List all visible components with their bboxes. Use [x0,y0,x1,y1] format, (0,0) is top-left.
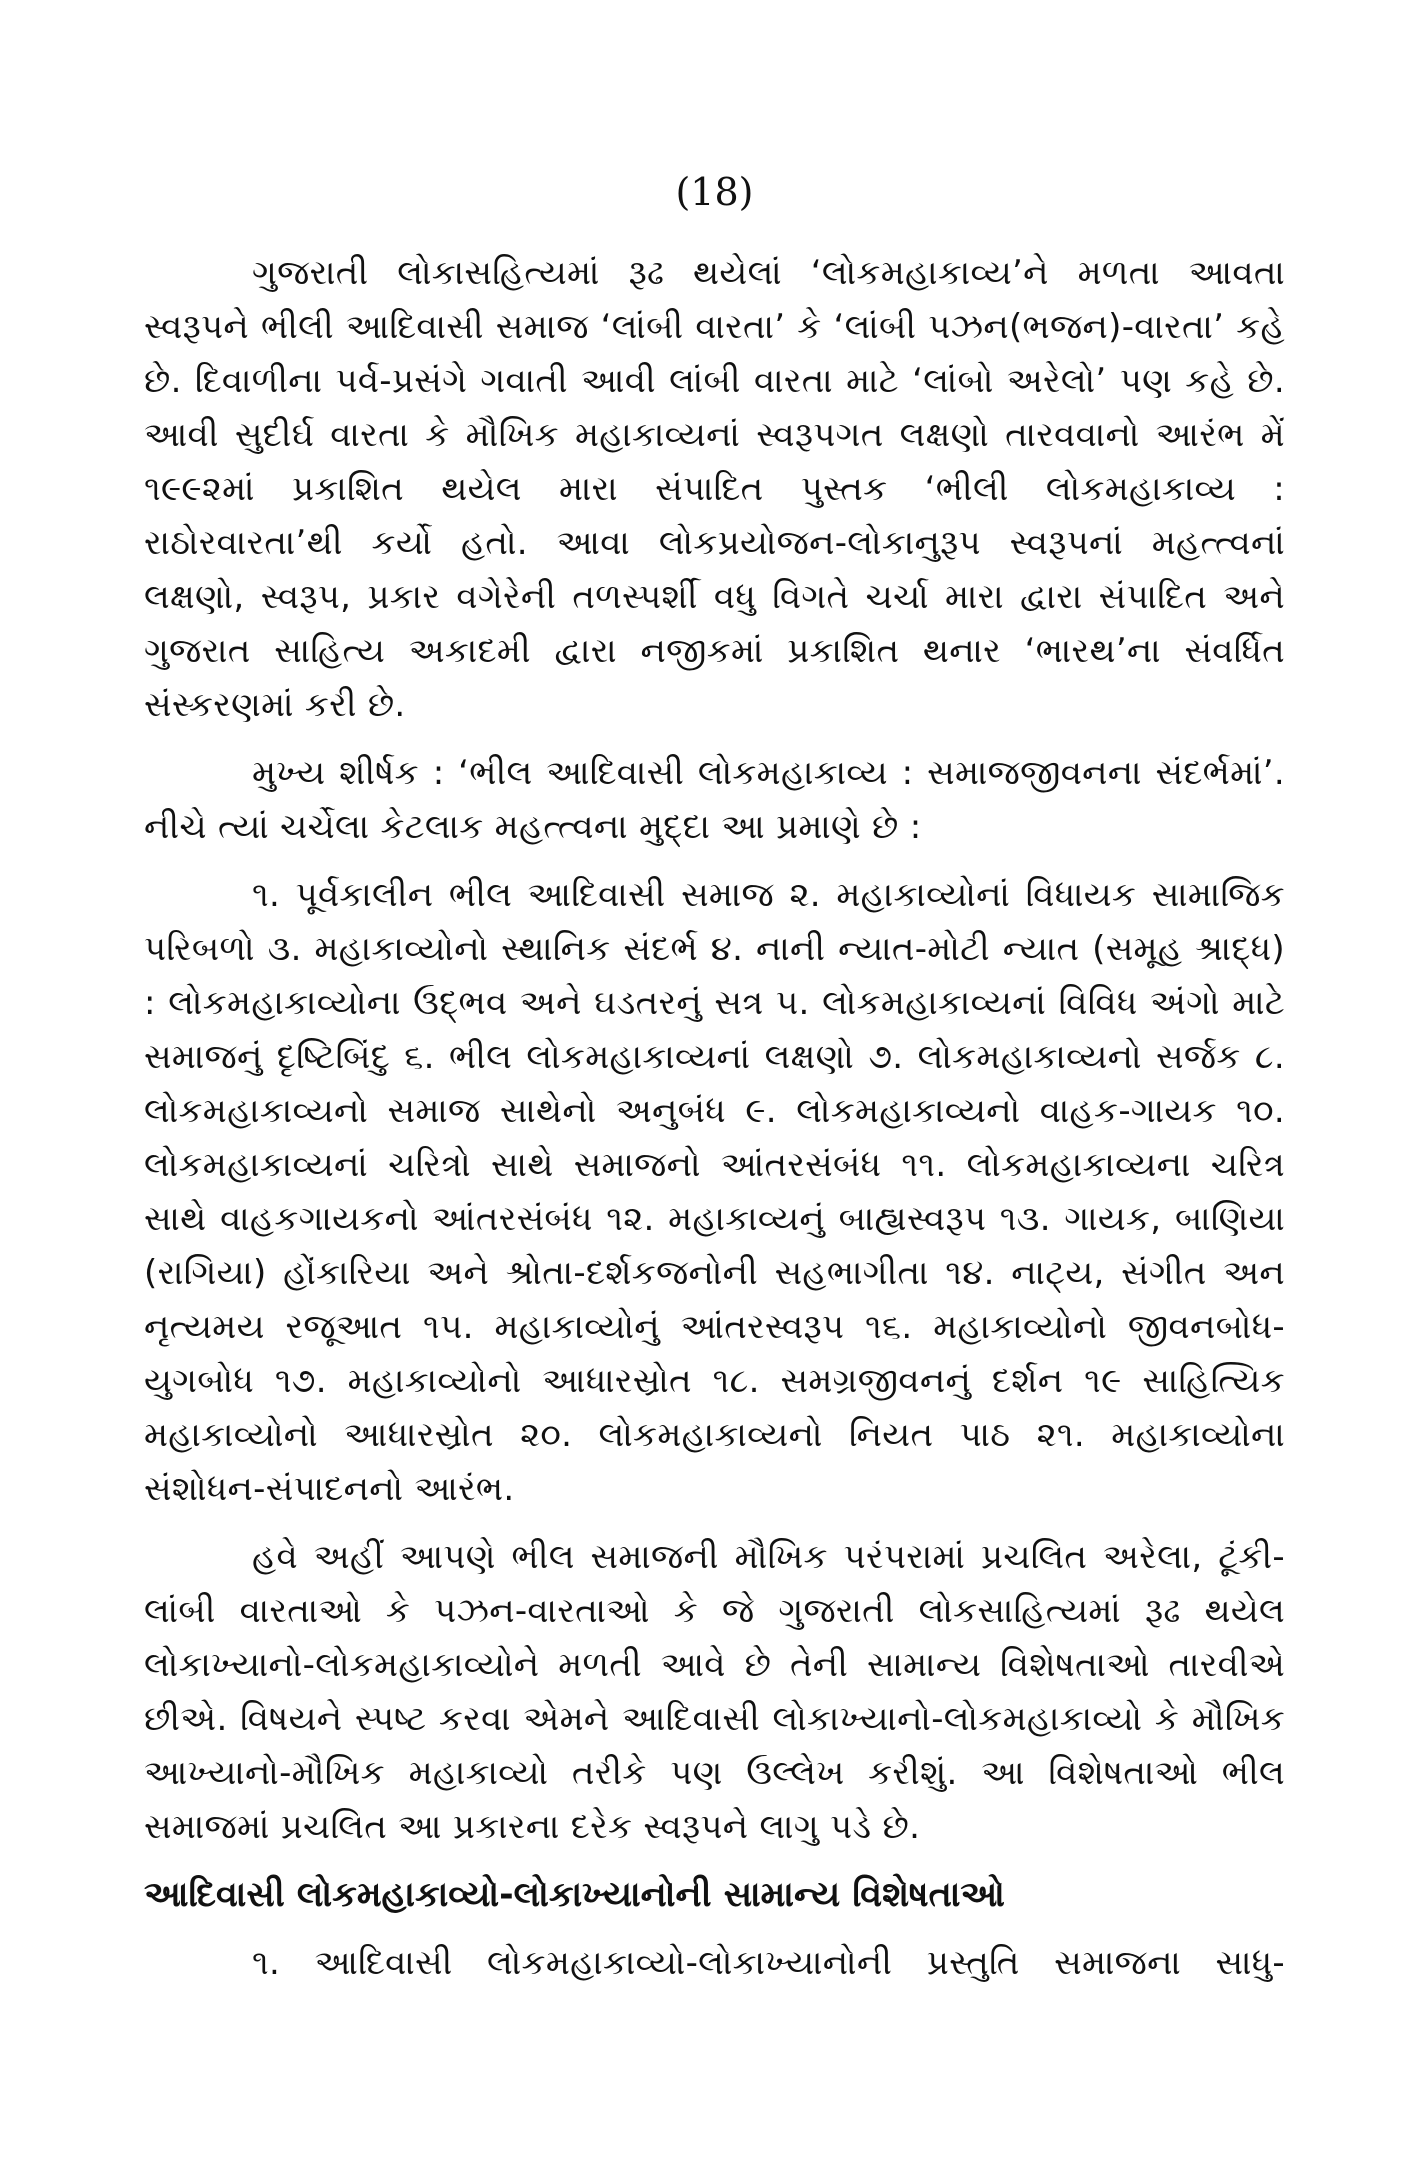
paragraph-topic-list: ૧. પૂર્વકાલીન ભીલ આદિવાસી સમાજ ૨. મહાકાવ્યોનાં વિધાયક સામાજિક પરિબળો ૩. મહાકાવ્યોનો સ્થાનિક સંદર્ભ ૪. નાની ન્યાત-મોટી ન્યાત (સમૂહ શ્રાદ્ધ) : લોકમહાકાવ્યોના ઉદ્ભવ અને ઘડતરનું સત્ર ૫. લોકમહાકાવ્યનાં વિવિધ અંગો માટે સમાજનું દૃષ્ટિબિંદુ ૬. ભીલ લોકમહાકાવ્યનાં લક્ષણો ૭. લોકમહાકાવ્યનો સર્જક ૮. લોકમહાકાવ્યનો સમાજ સાથેનો અનુબંધ ૯. લોકમહાકાવ્યનો વાહક-ગાયક ૧૦. લોકમહાકાવ્યનાં ચરિત્રો સાથે સમાજનો આંતરસંબંધ ૧૧. લોકમહાકાવ્યના ચરિત્ર સાથે વાહકગાયકનો આંતરસંબંધ ૧૨. મહાકાવ્યનું બાહ્યસ્વરૂપ ૧૩. ગાયક, બાણિયા (રાગિયા) હોંકારિયા અને શ્રોતા-દર્શકજનોની સહભાગીતા ૧૪. નાટ્ય, સંગીત અન નૃત્યમય રજૂઆત ૧૫. મહાકાવ્યોનું આંતરસ્વરૂપ ૧૬. મહાકાવ્યોનો જીવનબોધ-યુગબોધ ૧૭. મહાકાવ્યોનો આધારસ્રોત ૧૮. સમગ્રજીવનનું દર્શન ૧૯ સાહિત્યિક મહાકાવ્યોનો આધારસ્રોત ૨૦. લોકમહાકાવ્યનો નિયત પાઠ ૨૧. મહાકાવ્યોના સંશોધન-સંપાદનનો આરંભ. [144,875,1285,1509]
paragraph-first-point: ૧. આદિવાસી લોકમહાકાવ્યો-લોકાખ્યાનોની પ્રસ્તુતિ સમાજના સાધુ- [252,1943,1285,1983]
paragraph-intro: ગુજરાતી લોકાસહિત્યમાં રૂઢ થયેલાં ‘લોકમહાકાવ્ય’ને મળતા આવતા સ્વરૂપને ભીલી આદિવાસી સમાજ ‘લાંબી વારતા’ કે ‘લાંબી પઝન(ભજન)-વારતા’ કહે છે. દિવાળીના પર્વ-પ્રસંગે ગવાતી આવી લાંબી વારતા માટે ‘લાંબો અરેલો’ પણ કહે છે. આવી સુદીર્ઘ વારતા કે મૌખિક મહાકાવ્યનાં સ્વરૂપગત લક્ષણો તારવવાનો આરંભ મેં ૧૯૯૨માં પ્રકાશિત થયેલ મારા સંપાદિત પુસ્તક ‘ભીલી લોકમહાકાવ્ય : રાઠોરવારતા’થી કર્યો હતો. આવા લોકપ્રયોજન-લોકાનુરૂપ સ્વરૂપનાં મહત્ત્વનાં લક્ષણો, સ્વરૂપ, પ્રકાર વગેરેની તળસ્પર્શી વધુ વિગતે ચર્ચા મારા દ્વારા સંપાદિત અને ગુજરાત સાહિત્ય અકાદમી દ્વારા નજીકમાં પ્રકાશિત થનાર ‘ભારથ’ના સંવર્ધિત સંસ્કરણમાં કરી છે. [144,253,1285,725]
paragraph-main-title: મુખ્ય શીર્ષક : ‘ભીલ આદિવાસી લોકમહાકાવ્ય : સમાજજીવનના સંદર્ભમાં’. નીચે ત્યાં ચર્ચેલા કેટલાક મહત્ત્વના મુદ્દા આ પ્રમાણે છે : [144,753,1285,847]
page-number: (18) [675,170,754,214]
paragraph-overview: હવે અહીં આપણે ભીલ સમાજની મૌખિક પરંપરામાં પ્રચલિત અરેલા, ટૂંકી-લાંબી વારતાઓ કે પઝન-વારતાઓ કે જે ગુજરાતી લોકસાહિત્યમાં રૂઢ થયેલ લોકાખ્યાનો-લોકમહાકાવ્યોને મળતી આવે છે તેની સામાન્ય વિશેષતાઓ તારવીએ છીએ. વિષયને સ્પષ્ટ કરવા એમને આદિવાસી લોકાખ્યાનો-લોકમહાકાવ્યો કે મૌખિક આખ્યાનો-મૌખિક મહાકાવ્યો તરીકે પણ ઉલ્લેખ કરીશું. આ વિશેષતાઓ ભીલ સમાજમાં પ્રચલિત આ પ્રકારના દરેક સ્વરૂપને લાગુ પડે છે. [144,1537,1285,1847]
section-heading: આદિવાસી લોકમહાકાવ્યો-લોકાખ્યાનોની સામાન્ય વિશેષતાઓ [144,1875,1005,1915]
